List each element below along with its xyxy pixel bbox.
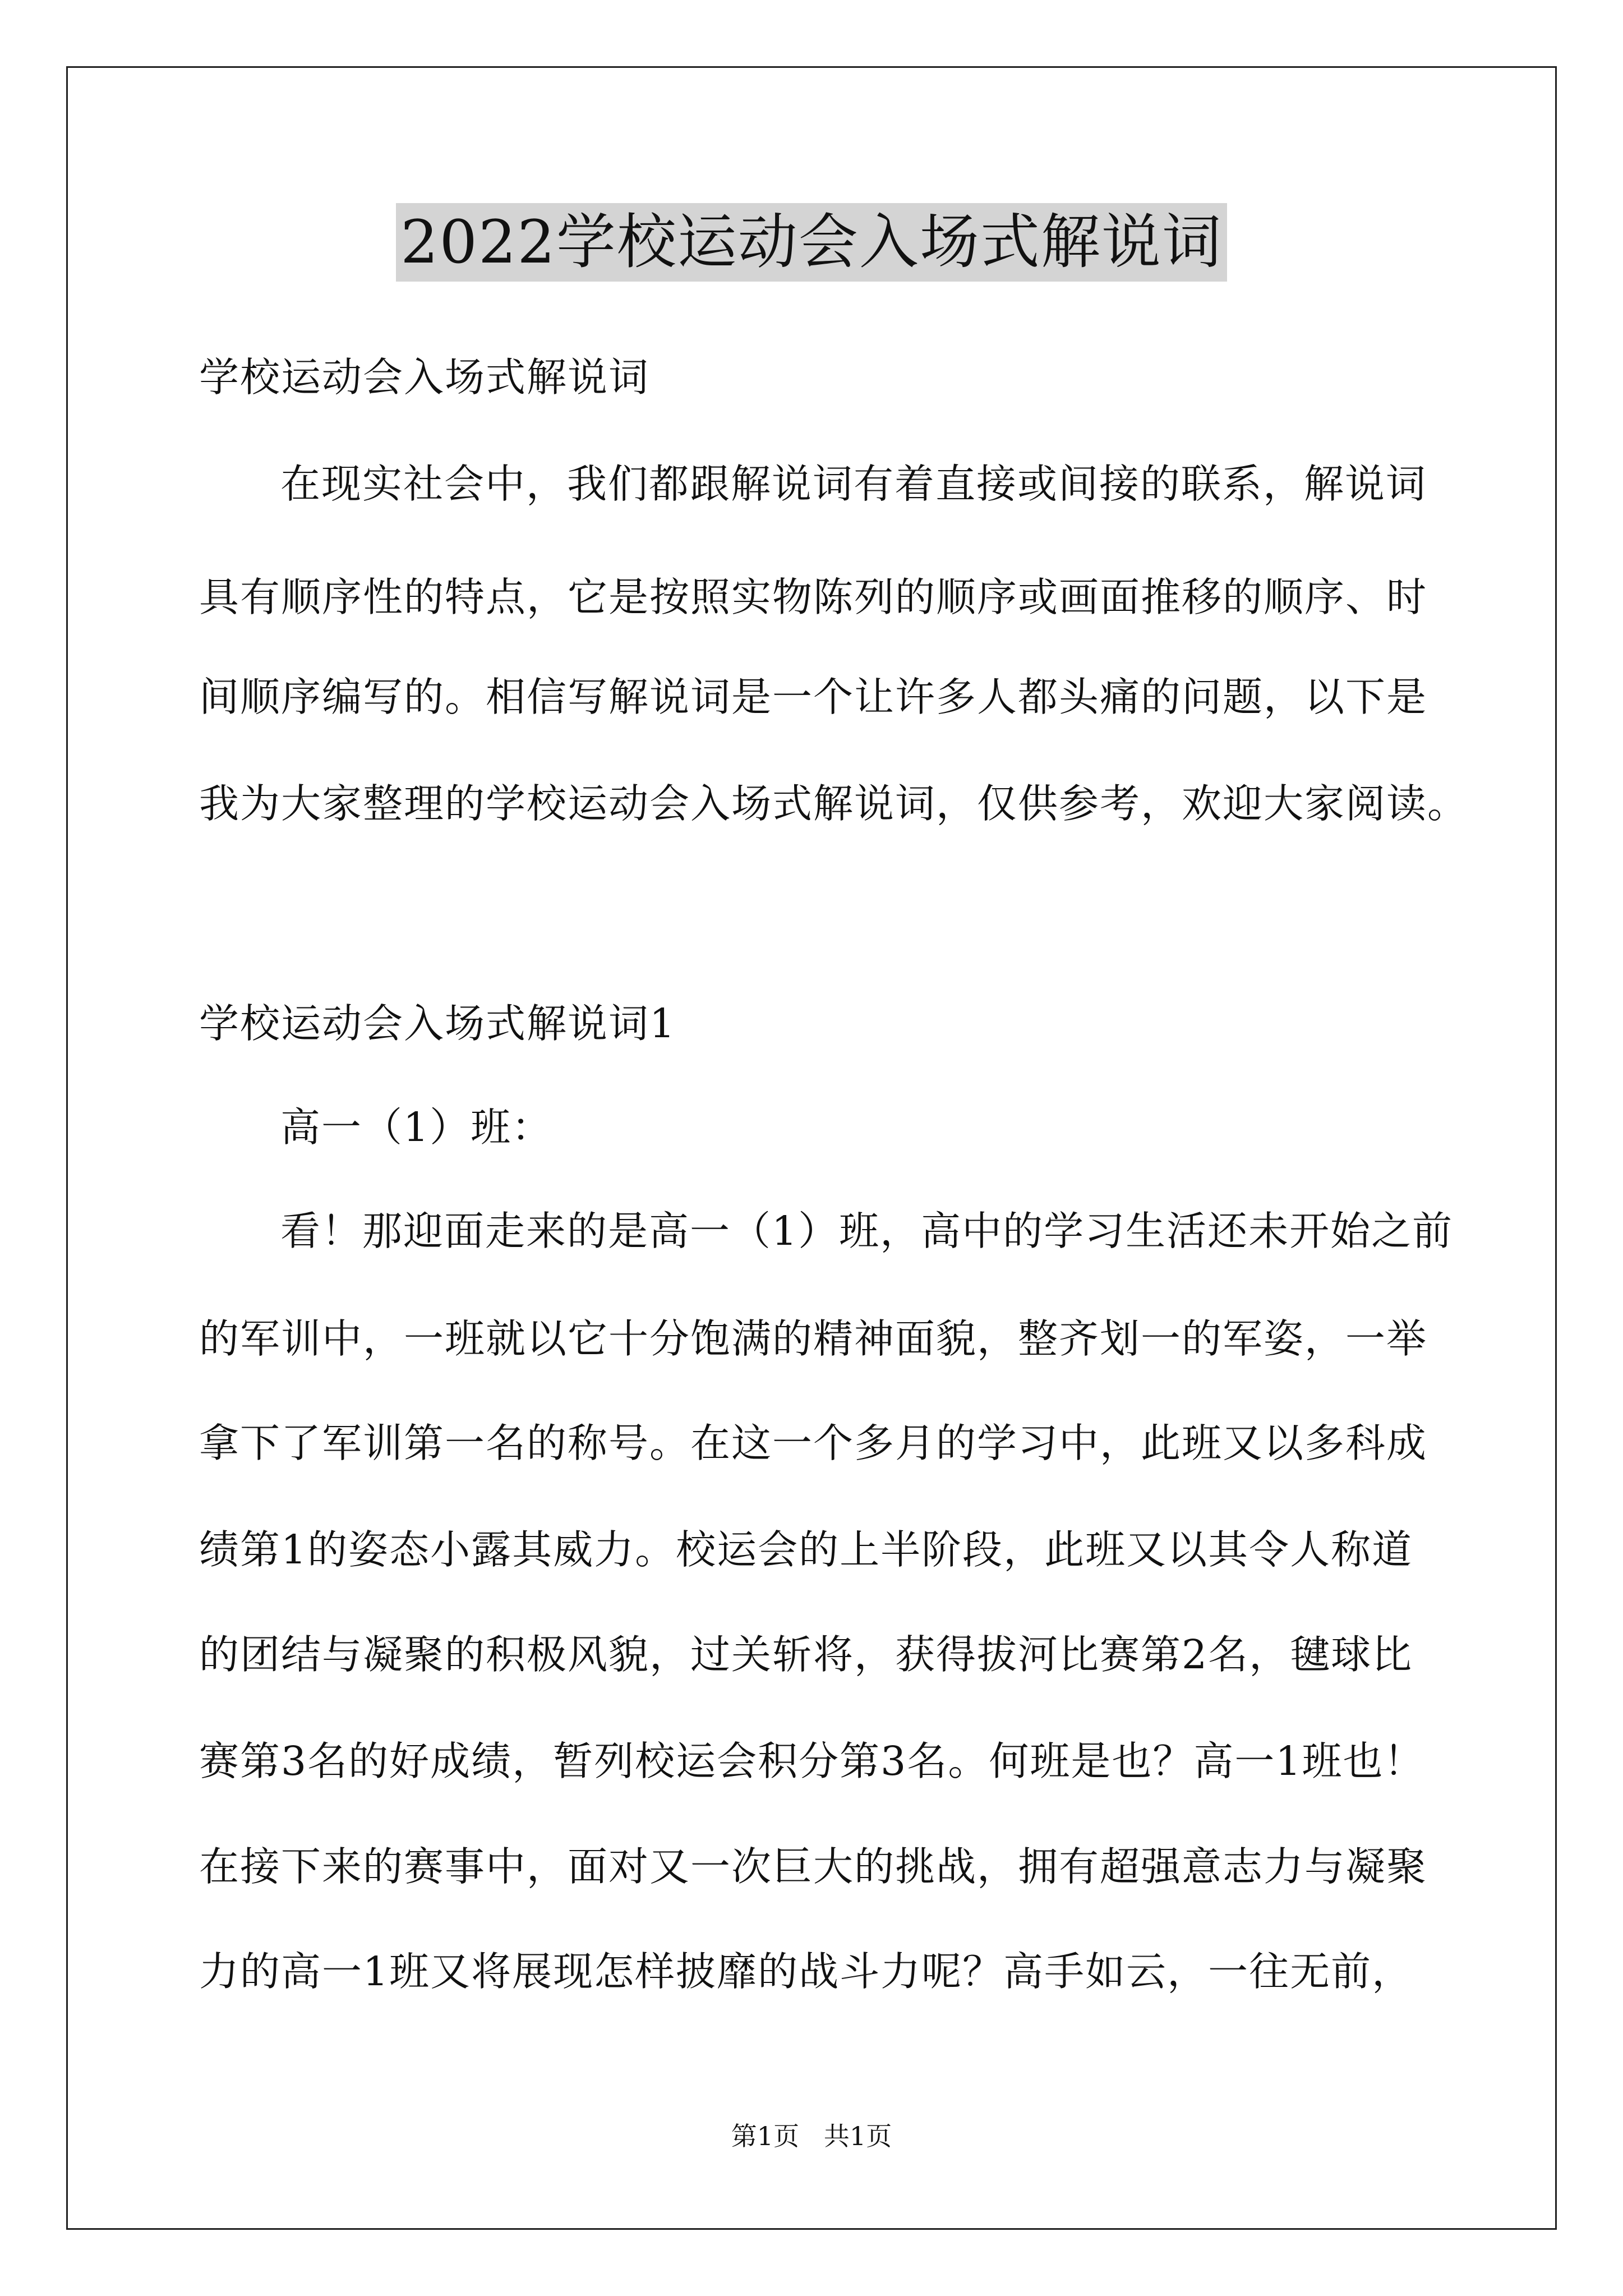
page-footer: 第1页 共1页 <box>731 2121 892 2151</box>
body-line-6: 赛第3名的好成绩，暂列校运会积分第3名。何班是也？高一1班也！ <box>199 1738 1425 1784</box>
body-line-1: 看！那迎面走来的是高一（1）班，高中的学习生活还未开始之前 <box>280 1208 1454 1254</box>
intro-line-1: 在现实社会中，我们都跟解说词有着直接或间接的联系，解说词 <box>280 461 1427 507</box>
body-line-3: 拿下了军训第一名的称号。在这一个多月的学习中，此班又以多科成 <box>199 1420 1428 1466</box>
document-title-text: 2022学校运动会入场式解说词 <box>396 203 1227 282</box>
section-heading: 学校运动会入场式解说词1 <box>199 1000 676 1047</box>
intro-line-3: 间顺序编写的。相信写解说词是一个让许多人都头痛的问题，以下是 <box>199 674 1428 720</box>
body-line-8: 力的高一1班又将展现怎样披靡的战斗力呢？高手如云，一往无前， <box>199 1948 1413 1995</box>
intro-line-4: 我为大家整理的学校运动会入场式解说词，仅供参考，欢迎大家阅读。 <box>199 780 1469 827</box>
body-line-4: 绩第1的姿态小露其威力。校运会的上半阶段，此班又以其令人称道 <box>199 1526 1413 1573</box>
intro-line-2: 具有顺序性的特点，它是按照实物陈列的顺序或画面推移的顺序、时 <box>199 574 1428 620</box>
document-subtitle: 学校运动会入场式解说词 <box>199 354 650 401</box>
body-line-5: 的团结与凝聚的积极风貌，过关斩将，获得拔河比赛第2名，毽球比 <box>199 1631 1413 1678</box>
class-heading: 高一（1）班： <box>280 1104 553 1151</box>
body-line-2: 的军训中，一班就以它十分饱满的精神面貌，整齐划一的军姿，一举 <box>199 1315 1428 1362</box>
document-title <box>0 203 1623 282</box>
body-line-7: 在接下来的赛事中，面对又一次巨大的挑战，拥有超强意志力与凝聚 <box>199 1843 1428 1890</box>
